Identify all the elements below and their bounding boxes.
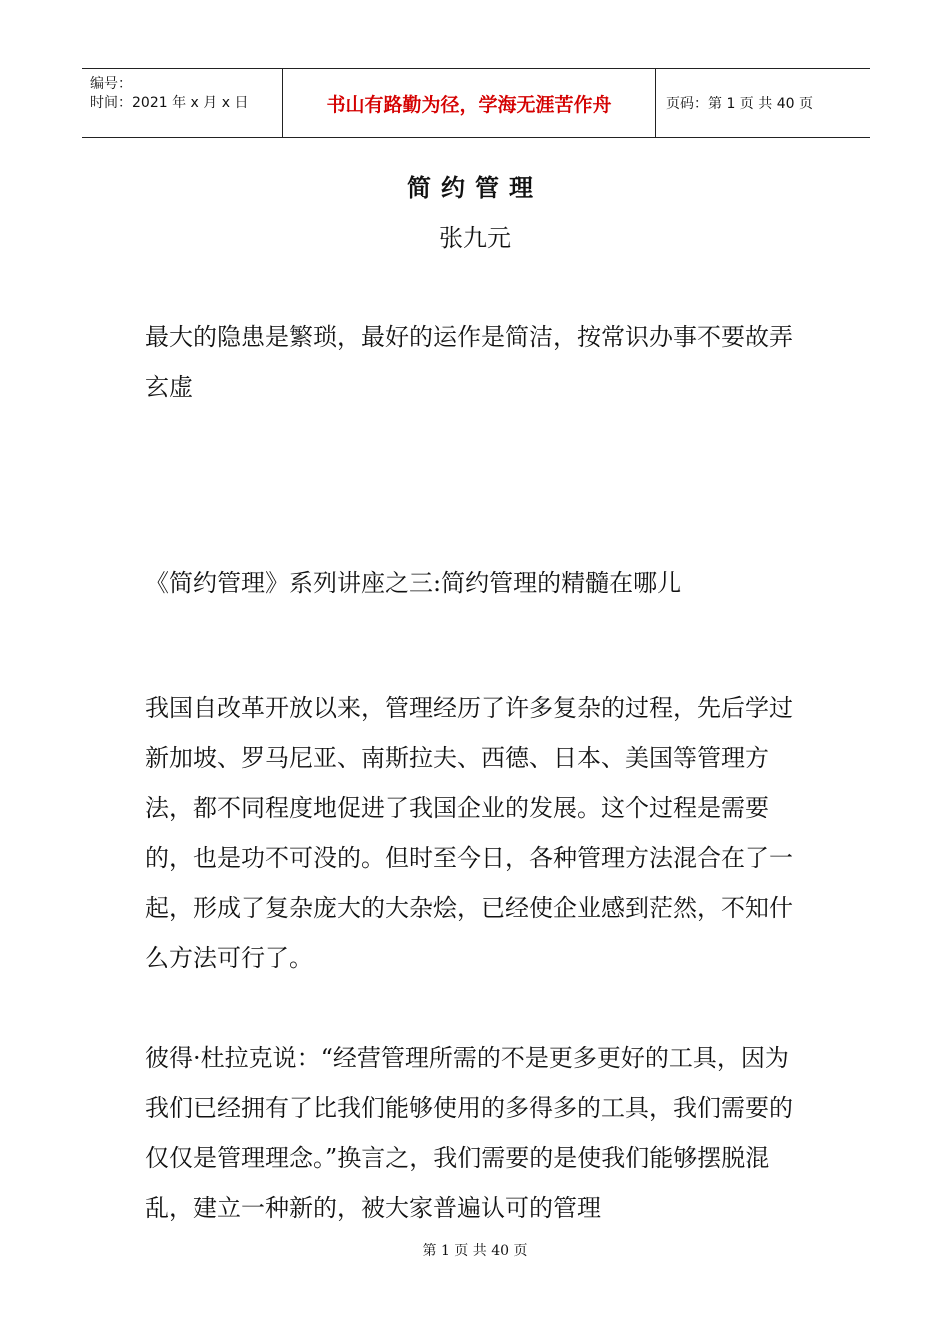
header-meta bbox=[82, 69, 282, 137]
document-author: 张九元 bbox=[439, 224, 511, 252]
body-paragraph-1: 我国自改革开放以来，管理经历了许多复杂的过程，先后学过新加坡、罗马尼亚、南斯拉夫、西德、日本、美国等管理方法，都不同程度地促进了我国企业的发展。这个过程是需要的，也是功不可没的。但时至今日，各种管理方法混合在了一起，形成了复杂庞大的大杂烩，已经使企业感到茫然，不知什么方法可行了。 bbox=[145, 694, 793, 972]
header-page-info: 页码：第 1 页 共 40 页 bbox=[666, 96, 813, 112]
document-header bbox=[82, 68, 870, 138]
series-heading: 《简约管理》系列讲座之三:简约管理的精髓在哪儿 bbox=[145, 569, 682, 597]
date-label: 时间：2021 年 x 月 x 日 bbox=[90, 95, 249, 111]
header-motto: 书山有路勤为径，学海无涯苦作舟 bbox=[282, 69, 656, 137]
number-label: 编号： bbox=[90, 76, 132, 92]
page-footer: 第 1 页 共 40 页 bbox=[422, 1243, 528, 1259]
intro-paragraph: 最大的隐患是繁琐，最好的运作是简洁，按常识办事不要故弄玄虚 bbox=[145, 323, 793, 401]
body-paragraph-2: 彼得·杜拉克说：“经营管理所需的不是更多更好的工具，因为我们已经拥有了比我们能够使用的多得多的工具，我们需要的仅仅是管理理念。”换言之，我们需要的是使我们能够摆脱混乱，建立一种新的，被大家普遍认可的管理 bbox=[145, 1044, 793, 1222]
document-title: 简约管理 bbox=[407, 174, 543, 202]
